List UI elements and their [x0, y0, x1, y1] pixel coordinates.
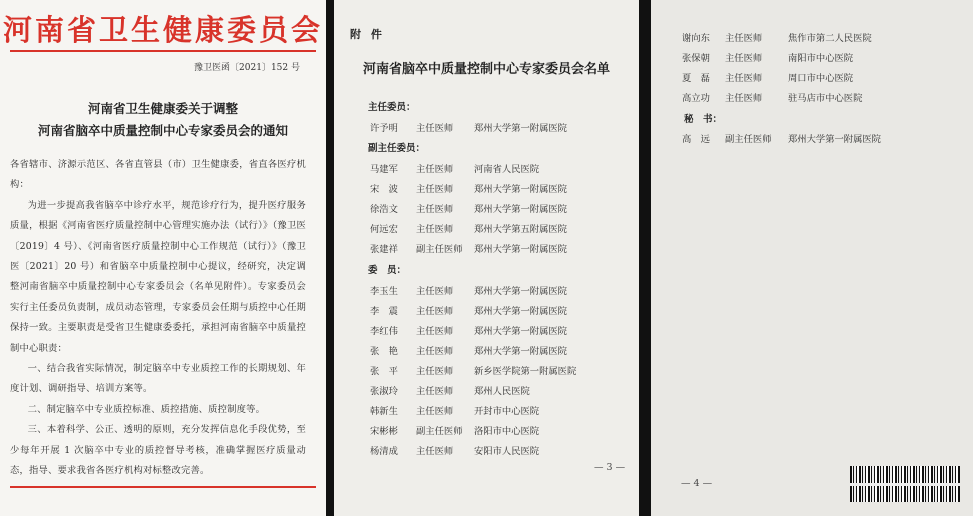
member-organization: 郑州大学第一附属医院: [474, 286, 567, 297]
barcode-image: [850, 466, 960, 502]
body-paragraph: 为进一步提高我省脑卒中诊疗水平，规范诊疗行为，提升医疗服务质量，根据《河南省医疗质量控制中心管理实施办法（试行）》（豫卫医〔2019〕4 号）、《河南省医疗质量控制中心工作规范（试行）》（豫卫医〔2021〕20 号）和省脑卒中质量控制中心提议，经研究，决定调整河南省脑卒中质量控制中心专家委员会（名单见附件）。专家委员会实行主任委员负责制，成员动态管理，专家委员会任期与质控中心任期保持一致。主要职责是受省卫生健康委委托，承担河南省脑卒中质量控制中心职责：: [10, 199, 306, 354]
member-name: 徐浩文: [370, 204, 398, 215]
page-number: — 3 —: [594, 462, 626, 473]
member-title: 主任医师: [725, 73, 763, 84]
member-organization: 郑州大学第一附属医院: [474, 123, 567, 134]
member-title: 主任医师: [416, 386, 454, 397]
director-heading: 主任委员：: [368, 102, 416, 113]
member-title: 主任医师: [416, 406, 454, 417]
list-page-3: [334, 0, 639, 516]
member-name: 韩新生: [370, 406, 398, 417]
member-organization: 南阳市中心医院: [788, 53, 854, 64]
page-number: — 4 —: [681, 478, 713, 489]
member-organization: 周口市中心医院: [788, 73, 854, 84]
member-organization: 郑州大学第一附属医院: [474, 326, 567, 337]
member-organization: 郑州大学第一附属医院: [474, 244, 567, 255]
member-organization: 河南省人民医院: [474, 164, 540, 175]
member-name: 何远宏: [370, 224, 398, 235]
member-title: 主任医师: [416, 446, 454, 457]
member-title: 主任医师: [416, 366, 454, 377]
member-name: 张淑玲: [370, 386, 398, 397]
member-title: 副主任医师: [416, 244, 463, 255]
attachment-label: 附 件: [350, 28, 385, 41]
member-name: 谢向东: [682, 33, 710, 44]
document-number: 豫卫医函〔2021〕152 号: [194, 63, 300, 73]
member-title: 主任医师: [416, 224, 454, 235]
member-name: 张 艳: [370, 346, 398, 357]
member-name: 马建军: [370, 164, 398, 175]
member-organization: 郑州大学第一附属医院: [474, 184, 567, 195]
notice-page-1: [0, 0, 326, 516]
member-name: 夏 磊: [682, 73, 710, 84]
member-title: 副主任医师: [725, 134, 772, 145]
body-paragraph: 三、本着科学、公正、透明的原则，充分发挥信息化手段优势，至少每年开展 1 次脑卒中专业的质控督导考核，准确掌握医疗质量动态，指导、要求我省各医疗机构对标整改完善。: [10, 424, 306, 477]
member-title: 主任医师: [416, 286, 454, 297]
member-organization: 郑州人民医院: [474, 386, 530, 397]
member-name: 宋 波: [370, 184, 398, 195]
red-header-title: 河南省卫生健康委员会: [2, 13, 323, 47]
member-organization: 开封市中心医院: [474, 406, 540, 417]
member-organization: 驻马店市中心医院: [788, 93, 863, 104]
member-title: 主任医师: [416, 346, 454, 357]
body-paragraph: 一、结合我省实际情况，制定脑卒中专业质控工作的长期规划、年度计划、调研指导、培训方案等。: [10, 363, 306, 395]
member-title: 主任医师: [725, 93, 763, 104]
vice-director-heading: 副主任委员：: [368, 143, 426, 154]
member-name: 张 平: [370, 366, 398, 377]
member-title: 主任医师: [416, 184, 454, 195]
member-name: 宋彬彬: [370, 426, 398, 437]
member-name: 高 远: [682, 134, 710, 145]
member-title: 主任医师: [416, 204, 454, 215]
member-name: 李玉生: [370, 286, 398, 297]
member-organization: 安阳市人民医院: [474, 446, 540, 457]
member-organization: 郑州大学第一附属医院: [474, 204, 567, 215]
member-name: 李红伟: [370, 326, 398, 337]
member-title: 主任医师: [725, 53, 763, 64]
list-title: 河南省脑卒中质量控制中心专家委员会名单: [362, 62, 610, 77]
member-name: 杨清成: [370, 446, 398, 457]
member-title: 主任医师: [416, 164, 454, 175]
list-page-4: [651, 0, 973, 516]
body-paragraph: 二、制定脑卒中专业质控标准、质控措施、质控制度等。: [27, 403, 266, 415]
member-title: 主任医师: [416, 123, 454, 134]
secretary-heading: 秘 书：: [684, 114, 723, 125]
member-name: 许予明: [370, 123, 398, 134]
members-heading: 委 员：: [368, 265, 407, 276]
member-organization: 郑州大学第一附属医院: [788, 134, 881, 145]
notice-title-line-1: 河南省卫生健康委关于调整: [87, 101, 238, 116]
notice-title-line-2: 河南省脑卒中质量控制中心专家委员会的通知: [37, 123, 288, 138]
member-title: 主任医师: [416, 326, 454, 337]
member-title: 主任医师: [416, 306, 454, 317]
member-organization: 郑州大学第一附属医院: [474, 346, 567, 357]
member-organization: 郑州大学第五附属医院: [474, 224, 567, 235]
red-header-rule: [10, 50, 316, 52]
member-name: 张建祥: [370, 244, 398, 255]
member-title: 副主任医师: [416, 426, 463, 437]
red-footer-rule: [10, 486, 316, 488]
addressee-paragraph: 各省辖市、济源示范区、各省直管县（市）卫生健康委，省直各医疗机构：: [10, 159, 306, 191]
member-title: 主任医师: [725, 33, 763, 44]
member-name: 张保朝: [682, 53, 710, 64]
member-organization: 新乡医学院第一附属医院: [474, 366, 577, 377]
member-organization: 郑州大学第一附属医院: [474, 306, 567, 317]
member-name: 李 震: [370, 306, 398, 317]
notice-body: [10, 155, 306, 482]
member-name: 高立功: [682, 93, 710, 104]
member-organization: 焦作市第二人民医院: [788, 33, 872, 44]
member-organization: 洛阳市中心医院: [474, 426, 540, 437]
